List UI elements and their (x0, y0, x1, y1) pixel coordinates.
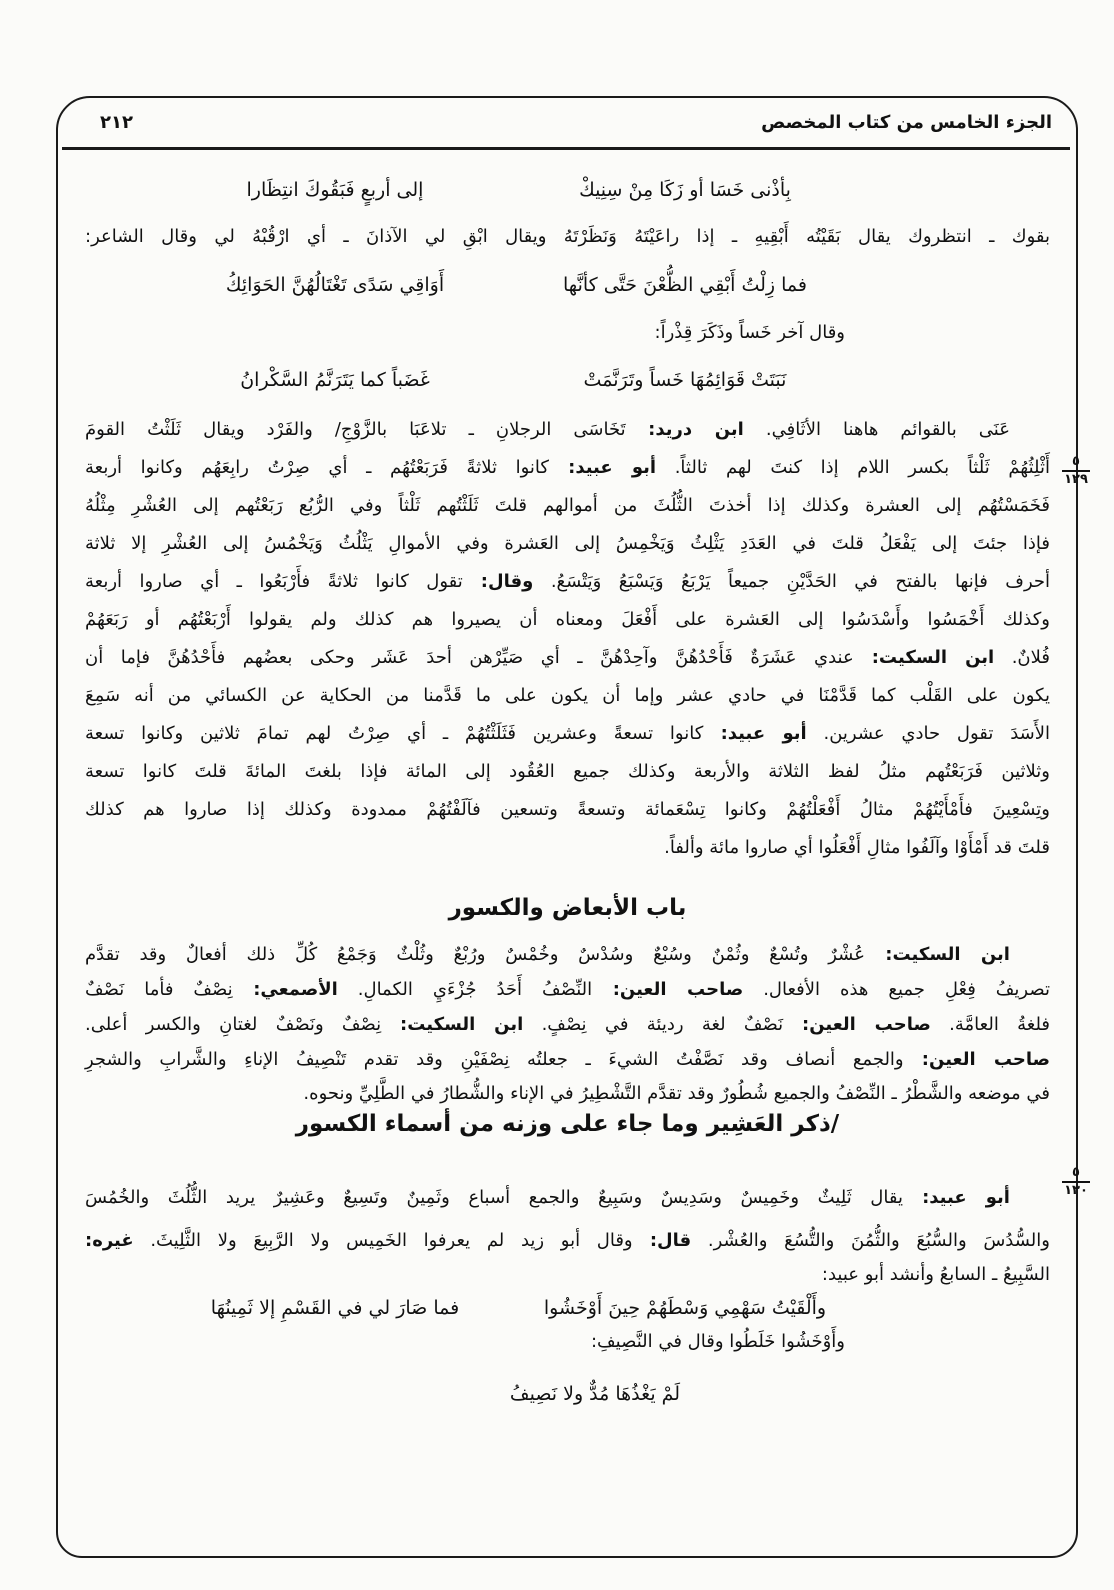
verse-line: لَمْ يَغْذُهَا مُدٌّ ولا نَصِيفُ (509, 1383, 681, 1405)
text-segment: تقول كانوا ثلاثةً فأَرْبَعُوا ـ أي صاروا أربعة (85, 571, 463, 592)
text-segment: والجمع أنصاف وقد نَصَّفْتُ الشيءَ ـ جعلتُه نِصْفَيْنِ وقد تقدم تَنْصِيفُ الإناءِ والشَّرابِ والشجرِ (85, 1049, 904, 1070)
text-segment: فُلانٌ. (994, 647, 1050, 668)
text-line (85, 796, 1050, 824)
verse-hemistich-right: نَبَتَتْ قَوَائِمُهَا خَساً وتَرَنَّمَتْ (583, 369, 787, 391)
verse-hemistich-left: فما صَارَ لي في القَسْمِ إلا ثَمِينُهَا (210, 1297, 460, 1319)
text-segment: وكذلك أَخْمَسُوا وأَسْدَسُوا إلى العَشرة على أَفْعَلَ ومعناه أن يصيروا هم كذلك ولم يقولوا أَرْبَعْتُهُم أو رَبَعَهُمْ (85, 609, 1050, 630)
text-segment: فَخَمَسْتُهُم إلى العشرة وكذلك إذا أخذتَ الثُّلُثَ من أموالهم قلتَ ثَلَثْتُهم ثَلْثاً وفي الرُّبُع رَبَعْتُهم إلى العُشْرِ مِثْلُهُ (85, 495, 1050, 516)
section-heading: /ذكر العَشِير وما جاء على وزنه من أسماء الكسور (295, 1111, 840, 1137)
speaker-name: الأصمعي: (232, 979, 338, 1000)
text-segment: بقوك ـ انتظروك يقال بَقَيْتُه أَبْقِيهِ ـ إذا راعَيْتَهُ وَنَظَرْتَهُ ويقال ابْقِ لي الآذانَ ـ أي ارْقُبْهُ لي وقال الشاعر: (85, 226, 1050, 247)
margin-note-page: ١٢٩ (1064, 471, 1088, 487)
text-line (85, 976, 1050, 1004)
text-segment: في موضعه والشَّطْرُ ـ النِّصْفُ والجميع شُطُورٌ وقد تقدَّم التَّشْطِيرُ في الإناء والشُّطارُ في الطَّلِيِّ ونحوه. (303, 1083, 1050, 1104)
speaker-name: أبو عبيد: (703, 723, 807, 744)
text-line (85, 1046, 1050, 1074)
header-rule (62, 147, 1070, 150)
margin-note (1058, 1166, 1094, 1198)
speaker-name: أبو عبيد: (902, 1187, 1010, 1208)
speaker-name: صاحب العين: (783, 1014, 931, 1035)
text-line (591, 1328, 845, 1356)
verse-hemistich-right: وأَلْقَيْتُ سَهْمِي وَسْطَهُمْ حِينَ أَوْخَشُوا (543, 1297, 827, 1319)
speaker-name: أبو عبيد: (548, 457, 657, 478)
text-line (85, 941, 1010, 969)
text-segment: عَنَى بالقوائم هاهنا الأثَافِي. (743, 419, 1010, 440)
text-segment: وقال أبو زيد لم يعرفوا الخَمِيس ولا الرَّبِيعَ ولا الثَّلِيثَ. (133, 1230, 633, 1251)
text-segment: نِصْفٌ ونَصْفٌ لغتانِ والكسر أعلى. (85, 1014, 382, 1035)
text-line (85, 1227, 1050, 1255)
text-segment: وأَوْخَشُوا خَلَطُوا وقال في النَّصِيفِ: (590, 1331, 845, 1352)
speaker-name: غيره: (85, 1230, 134, 1251)
text-line (85, 1184, 1010, 1212)
text-segment: يقال ثَلِيثٌ وخَمِيسٌ وسَدِيسٌ وسَبِيعٌ والجمع أسباع وثَمِينٌ وتَسِيعٌ وعَشِيرٌ يريد الثُّلُثَ والخُمُسَ (85, 1187, 903, 1208)
margin-note-page: ١٣٠ (1064, 1182, 1088, 1198)
text-line (85, 223, 1050, 251)
margin-note (1058, 455, 1094, 487)
speaker-name: قال: (632, 1230, 692, 1251)
text-line (664, 834, 1050, 862)
verse-hemistich-left: أَوَاقِي سَدًى تَغْتَالُهُنَّ الحَوَائِكُ (225, 274, 445, 296)
verse-hemistich-left: غَضَباً كما يَتَرَنَّمُ السَّكْرانُ (240, 369, 430, 391)
text-line (85, 1011, 1050, 1039)
text-line (85, 454, 1050, 482)
text-segment: نِصْفٌ فأما نَصْفٌ (85, 979, 233, 1000)
text-segment: وقال آخر خَساً وذَكَرَ قِذْراً: (654, 322, 845, 343)
speaker-name: ابن السكيت: (864, 944, 1010, 965)
text-line (85, 568, 1050, 596)
text-segment: قلتَ قد أَمْأَوْا وآلَفُوا مثالِ أَفْعَلُوا أي صاروا مائة وألفاً. (664, 837, 1050, 858)
text-segment: كانوا ثلاثةً فَرَبَعْتُهُم ـ أي صِرْتُ رابِعَهُم وكانوا أربعة (85, 457, 549, 478)
text-line (85, 606, 1050, 634)
speaker-name: ابن دريد: (625, 419, 744, 440)
text-segment: عُشْرٌ وتُسْعٌ وثُمْنٌ وسُبْعٌ وسُدْسٌ وخُمْسٌ ورُبْعٌ وثُلْثٌ وَجَمْعُ كُلِّ ذلك أفعالٌ وقد تقدَّم (85, 944, 865, 965)
text-segment: عندي عَشَرَةٌ فَأَحْدُهُنَّ وآحِدْهُنَّ ـ أي صَيِّرْهن أحدَ عَشَر وحكى بعضُهم فأَحْدُهُنَّ فإما أن (85, 647, 854, 668)
verse-hemistich-right: بِأذْنى خَسَا أو زَكَا مِنْ سِنِيكْ (579, 179, 791, 201)
text-segment: النِّصْفُ أَحَدُ جُزْءَيِ الكمالِ. (337, 979, 593, 1000)
speaker-name: وقال: (462, 571, 534, 592)
text-segment: السَّبِيعُ ـ السابعُ وأنشد أبو عبيد: (821, 1264, 1050, 1285)
text-line (303, 1080, 1050, 1108)
speaker-name: ابن السكيت: (381, 1014, 524, 1035)
text-line (85, 720, 1050, 748)
text-segment: يكون على القَلْب كما قَدَّمْنَا في حادي عشر وإما أن يكون على ما قَدَّمنا من الحكاية عن الكسائي من أنه سَمِعَ (85, 685, 1050, 706)
verse-hemistich-left: إلى أربعٍ فَبَقُوكَ انتِظَارا (246, 179, 424, 201)
text-line (85, 416, 1010, 444)
speaker-name: صاحب العين: (903, 1049, 1050, 1070)
text-line (85, 492, 1050, 520)
text-segment: تَخَاسَى الرجلانِ ـ تلاعَبَا بالزَّوْجِ/ والفَرْد ويقال ثَلَثْتُ القومَ (85, 419, 626, 440)
text-line (85, 758, 1050, 786)
verse-hemistich-right: فما زِلْتُ أَبْقِي الظُّعْنَ حَتَّى كأنَّها (563, 274, 807, 296)
text-segment: والسُّدُسَ والسُّبُعَ والثُّمُنَ والتُّسُعَ والعُشْر. (691, 1230, 1050, 1251)
text-segment: فإذا جئتَ إلى يَفْعَلُ قلتَ في العَدَدِ يَثْلِثُ وَيَخْمِسُ إلى العَشرة وفي الأموالِ يَثْلُثُ وَيَخْمُسُ إلى العُشْرِ إلا ثلاثة (85, 533, 1050, 554)
page-number: ٢١٢ (100, 112, 133, 133)
text-segment: أَثْلِثُهُمْ ثَلْثاً بكسر اللام إذا كنتَ لهم ثالثاً. (656, 457, 1050, 478)
text-line (85, 530, 1050, 558)
text-line (85, 682, 1050, 710)
text-line (822, 1261, 1050, 1289)
margin-note-volume: ٥ (1072, 1165, 1080, 1180)
speaker-name: صاحب العين: (592, 979, 744, 1000)
margin-note-volume: ٥ (1072, 454, 1080, 469)
running-header-title: الجزء الخامس من كتاب المخصص (761, 112, 1052, 133)
text-segment: أحرف فإنها بالفتح في الحَدَّيْنِ جميعاً يَرْبَعُ وَيَسْبَعُ وَيَتْسَعُ. (533, 571, 1050, 592)
page-border (56, 96, 1078, 1558)
text-segment: نَصْفٌ لغة رديئة في نِصْفٍ. (523, 1014, 784, 1035)
text-segment: وثلاثين فَرَبَعْتُهم مثلُ لفظ الثلاثة والأربعة وكذلك جميع العُقُود إلى المائة فإذا بلغتَ المائةَ قلتَ كانوا تسعة (85, 761, 1050, 782)
section-heading: باب الأبعاض والكسور (448, 895, 687, 921)
text-line (85, 644, 1050, 672)
text-segment: تصريفُ فِعْلِ جميع هذه الأفعال. (743, 979, 1050, 1000)
text-segment: الأَسَدَ تقول حادي عشرين. (806, 723, 1050, 744)
text-segment: كانوا تسعةً وعشرين فَثَلَثْتُهُمْ ـ أي صِرْتُ لهم تمامَ ثلاثين وكانوا تسعة (85, 723, 704, 744)
text-segment: فلغةُ العامَّة. (930, 1014, 1051, 1035)
text-line (655, 319, 846, 347)
text-segment: وتِسْعِينَ فأَمْأَيْتُهُمْ مثالُ أَفْعَلْتُهُمْ وكانوا تِسْعَمائة وتسعةً وتسعين فآلَفْتُهُمْ ممدودة وكذلك إذا صاروا هم كذلك (85, 799, 1050, 820)
speaker-name: ابن السكيت: (853, 647, 995, 668)
